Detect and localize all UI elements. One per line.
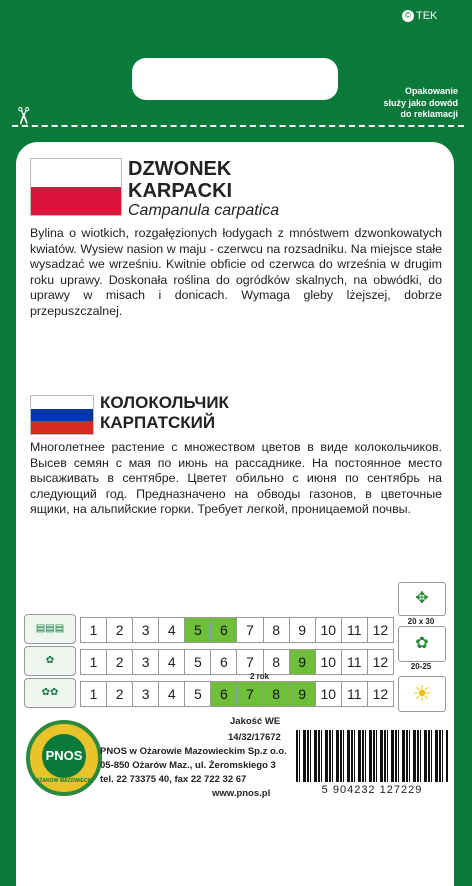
polish-flag-icon	[30, 158, 122, 216]
month-cell: 7	[237, 650, 263, 674]
month-cell: 10	[316, 650, 342, 674]
russian-name: КОЛОКОЛЬЧИК КАРПАТСКИЙ	[100, 393, 229, 432]
month-cell: 12	[372, 654, 389, 670]
cut-line	[12, 125, 464, 127]
flowering-icon: ✿✿	[24, 678, 76, 708]
month-cell: 3	[133, 650, 159, 674]
month-cell: 2	[107, 682, 133, 706]
month-cell: 8	[264, 650, 290, 674]
logo-ring-text: OŻARÓW MAZOWIECKI	[35, 778, 93, 784]
company-name: PNOS w Ożarowie Mazowieckim Sp.z o.o.	[100, 746, 287, 757]
polish-description: Bylina o wiotkich, rozgałęzionych łodygach z mnóstwem dzwonkowatych kwiatów. Wysiew nasion w maju - czerwcu na rozsadniku. Na miejsce stałe wysadzać we wrześniu. Kwitnie obficie od czerwca do września w drugim roku uprawy. Doskonała roślina do ogródków skalnych, na obwódki, do uprawy w misach i donicach. Wymaga gleby lżejszej, dobrze przepuszczalnej.	[30, 226, 442, 318]
month-cell: 8	[264, 618, 290, 642]
month-cell: 4	[159, 618, 185, 642]
month-cell: 7	[237, 618, 263, 642]
month-cell: 1	[81, 682, 107, 706]
pnos-logo: PNOS	[26, 720, 102, 796]
month-cell: 1	[81, 618, 107, 642]
russian-description: Многолетнее растение с множеством цветов в виде колокольчиков. Высев семян с мая по июнь на рассаднике. На постоянное место высаживать в сентябре. Цветет обильно с июня по сентябрь на следующий год. Предназначено на обводы газонов, в цветочные ящики, на альпийские горки. Требует легкой, проницаемой почвы.	[30, 440, 442, 516]
month-cell: 4	[159, 682, 185, 706]
barcode	[296, 730, 448, 782]
month-cell: 9	[290, 682, 316, 706]
month-cell: 11	[342, 650, 368, 674]
month-cell: 2	[107, 618, 133, 642]
spacing-label: 20 x 30	[407, 617, 435, 626]
spacing-icon: ✥	[398, 582, 446, 616]
depth-label: 20-25	[410, 662, 432, 671]
sowing-tray-icon: ▤▤▤	[24, 614, 76, 644]
bloom-note: 2 rok	[250, 672, 270, 681]
scissors-icon: ✂	[9, 105, 37, 127]
barcode-number: 5 904232 127229	[321, 784, 423, 796]
polish-name: DZWONEK KARPACKI	[128, 158, 233, 202]
sun-icon: ☀	[398, 676, 446, 712]
month-cell: 1	[81, 650, 107, 674]
month-cell: 6	[211, 618, 237, 642]
russian-flag-icon	[30, 395, 94, 435]
month-cell: 6	[211, 682, 237, 706]
month-cell: 5	[185, 682, 211, 706]
month-cell: 8	[264, 682, 290, 706]
complaint-note: Opakowanie służy jako dowód do reklamacji	[383, 86, 458, 119]
calendar-row-sowing	[80, 617, 394, 643]
month-cell: 5	[185, 618, 211, 642]
month-cell: 6	[211, 650, 237, 674]
company-phone: tel. 22 73375 40, fax 22 722 32 67	[100, 774, 247, 785]
month-cell: 12	[372, 686, 389, 702]
month-cell: 11	[342, 618, 368, 642]
month-cell: 9	[290, 618, 316, 642]
brand-badge: © TEK	[402, 10, 437, 22]
month-cell: 10	[316, 618, 342, 642]
month-cell: 9	[290, 650, 316, 674]
month-cell: 3	[133, 682, 159, 706]
month-cell: 7	[237, 682, 263, 706]
quality-label: Jakość WE	[230, 716, 281, 727]
product-code: 14/32/17672	[228, 732, 281, 743]
calendar-row-flowering	[80, 681, 394, 707]
month-cell: 4	[159, 650, 185, 674]
hang-slot	[132, 58, 338, 100]
company-address: 05-850 Ożarów Maz., ul. Żeromskiego 3	[100, 760, 276, 771]
month-cell: 10	[316, 682, 342, 706]
depth-icon: ✿	[398, 626, 446, 662]
month-cell: 5	[185, 650, 211, 674]
latin-name: Campanula carpatica	[128, 202, 280, 219]
month-cell: 11	[342, 682, 368, 706]
calendar-row-transplant	[80, 649, 394, 675]
website: www.pnos.pl	[212, 788, 271, 799]
month-cell: 3	[133, 618, 159, 642]
copyright-icon: ©	[402, 10, 414, 22]
month-cell: 12	[372, 622, 389, 638]
month-cell: 2	[107, 650, 133, 674]
transplant-icon: ✿	[24, 646, 76, 676]
